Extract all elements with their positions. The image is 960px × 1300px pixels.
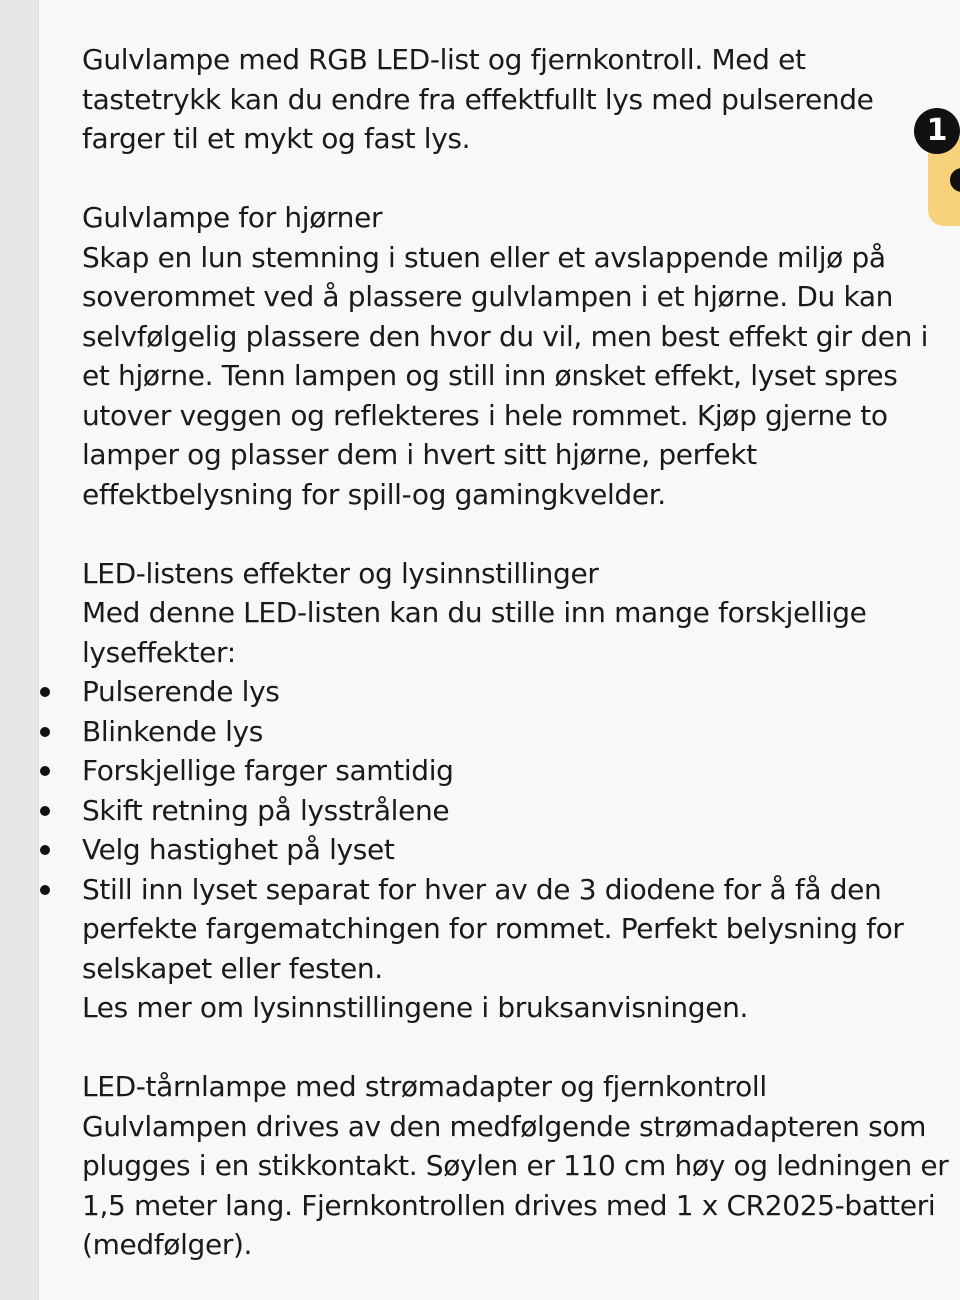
bullet-icon — [40, 845, 50, 855]
intro-paragraph: Gulvlampe med RGB LED-list og fjernkontroll. Med et tastetrykk kan du endre fra effektfullt lys med pulserende farger til et mykt og fast lys. — [82, 43, 874, 155]
bullet-icon — [40, 687, 50, 697]
list-item — [82, 830, 952, 870]
section-heading: LED-listens effekter og lysinnstillinger — [82, 556, 599, 590]
section-heading: Gulvlampe for hjørner — [82, 201, 383, 234]
list-item-text: Still inn lyset separat for hver av de 3 diodene for å få den perfekte fargematchingen for rommet. Perfekt belysning for selskapet eller festen. — [82, 872, 904, 985]
paragraph-gap — [82, 159, 952, 199]
bullet-icon — [40, 885, 50, 895]
power-paragraph: Gulvlampen drives av den medfølgende strømadapteren som plugges i en stikkontakt. Søylen er 110 cm høy og ledningen er 1,5 meter lang. Fjernkontrollen drives med 1 x CR2025-batteri (medfølger). — [82, 1109, 949, 1261]
bullet-icon — [40, 766, 50, 776]
list-item — [82, 712, 952, 752]
section-heading: LED-tårnlampe med strømadapter og fjernkontroll — [82, 1070, 767, 1103]
list-item — [82, 672, 952, 712]
list-item — [82, 791, 952, 831]
drawer-handle-icon — [950, 168, 960, 192]
list-item-text: Blinkende lys — [82, 714, 263, 748]
corner-paragraph: Skap en lun stemning i stuen eller et avslappende miljø på soverommet ved å plassere gulvlampen i et hjørne. Du kan selvfølgelig plassere den hvor du vil, men best effekt gir den i et hjørne. Tenn lampen og still inn ønsket effekt, lyset spres utover veggen og reflekteres i hele rommet. Kjøp gjerne to lamper og plasser dem i hvert sitt hjørne, perfekt effektbelysning for spill-og gamingkvelder. — [82, 240, 929, 511]
product-description — [82, 40, 952, 1265]
list-item — [82, 751, 952, 791]
list-item-text: Velg hastighet på lyset — [82, 833, 395, 866]
paragraph-gap — [82, 1028, 952, 1068]
bullet-icon — [40, 806, 50, 816]
bullet-icon — [40, 727, 50, 737]
list-item-text: Skift retning på lysstrålene — [82, 793, 450, 827]
list-item-text: Forskjellige farger samtidig — [82, 754, 454, 787]
effects-intro: Med denne LED-listen kan du stille inn mange forskjellige lyseffekter: — [82, 596, 867, 669]
paragraph-gap — [82, 514, 952, 554]
manual-note: Les mer om lysinnstillingene i bruksanvisningen. — [82, 991, 749, 1024]
effects-list — [82, 672, 952, 988]
list-item — [82, 870, 952, 989]
notification-badge[interactable]: 1 — [914, 108, 960, 154]
list-item-text: Pulserende lys — [82, 675, 280, 708]
